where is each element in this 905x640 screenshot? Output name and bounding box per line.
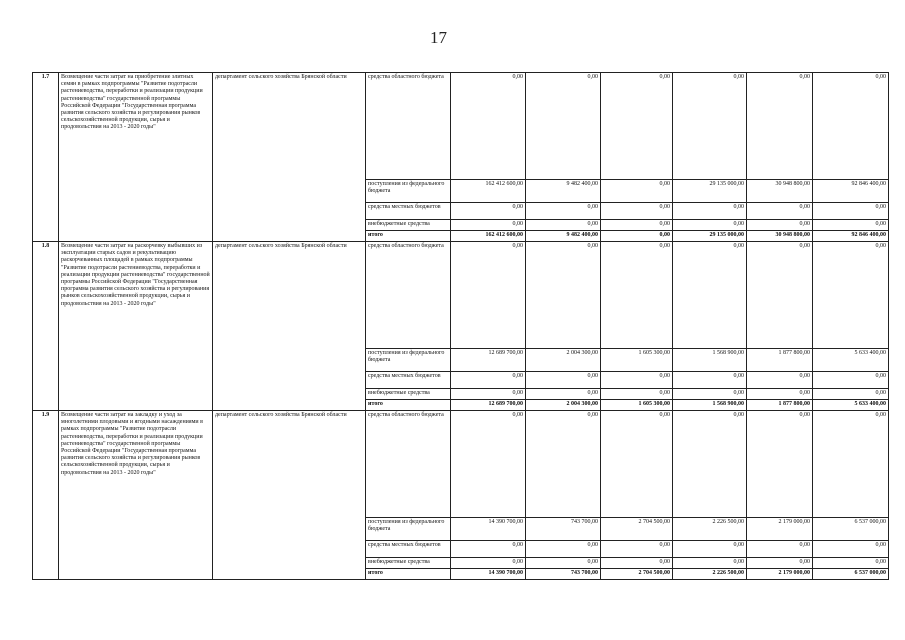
- amount-cell: 1 568 900,00: [673, 349, 747, 372]
- amount-cell: 0,00: [747, 220, 813, 231]
- amount-cell: 0,00: [747, 203, 813, 220]
- amount-cell: 14 390 700,00: [451, 569, 526, 580]
- funding-source: средства местных бюджетов: [366, 203, 451, 220]
- amount-cell: 2 004 300,00: [526, 349, 601, 372]
- funding-source: поступления из федерального бюджета: [366, 349, 451, 372]
- amount-cell: 9 482 400,00: [526, 180, 601, 203]
- amount-cell: 30 948 800,00: [747, 231, 813, 242]
- amount-cell: 5 633 400,00: [813, 349, 889, 372]
- amount-cell: 0,00: [747, 411, 813, 518]
- page-number: 17: [430, 28, 447, 47]
- amount-cell: 2 226 500,00: [673, 518, 747, 541]
- amount-cell: 0,00: [673, 389, 747, 400]
- amount-cell: 0,00: [601, 541, 673, 558]
- amount-cell: 0,00: [813, 389, 889, 400]
- table-row: [33, 411, 889, 518]
- amount-cell: 0,00: [813, 203, 889, 220]
- amount-cell: 2 704 500,00: [601, 518, 673, 541]
- amount-cell: 0,00: [451, 242, 526, 349]
- amount-cell: 0,00: [601, 203, 673, 220]
- amount-cell: 0,00: [601, 231, 673, 242]
- amount-cell: 0,00: [526, 203, 601, 220]
- funding-source: поступления из федерального бюджета: [366, 180, 451, 203]
- amount-cell: 0,00: [451, 558, 526, 569]
- budget-table: [32, 72, 889, 580]
- measure-number: 1.9: [33, 411, 59, 580]
- amount-cell: 0,00: [813, 73, 889, 180]
- funding-source: средства областного бюджета: [366, 242, 451, 349]
- amount-cell: 2 179 000,00: [747, 569, 813, 580]
- amount-cell: 0,00: [813, 220, 889, 231]
- amount-cell: 0,00: [526, 242, 601, 349]
- amount-cell: 0,00: [813, 541, 889, 558]
- amount-cell: 29 135 000,00: [673, 231, 747, 242]
- funding-source: средства местных бюджетов: [366, 372, 451, 389]
- amount-cell: 2 704 500,00: [601, 569, 673, 580]
- amount-cell: 2 226 500,00: [673, 569, 747, 580]
- amount-cell: 5 633 400,00: [813, 400, 889, 411]
- amount-cell: 0,00: [451, 73, 526, 180]
- amount-cell: 14 390 700,00: [451, 518, 526, 541]
- amount-cell: 0,00: [747, 558, 813, 569]
- table-row: [33, 73, 889, 180]
- amount-cell: 0,00: [451, 372, 526, 389]
- amount-cell: 0,00: [747, 541, 813, 558]
- amount-cell: 0,00: [601, 220, 673, 231]
- amount-cell: 0,00: [451, 411, 526, 518]
- amount-cell: 1 877 800,00: [747, 400, 813, 411]
- amount-cell: 0,00: [673, 411, 747, 518]
- amount-cell: 6 537 000,00: [813, 569, 889, 580]
- amount-cell: 0,00: [813, 242, 889, 349]
- amount-cell: 0,00: [747, 73, 813, 180]
- amount-cell: 0,00: [673, 203, 747, 220]
- amount-cell: 0,00: [526, 558, 601, 569]
- amount-cell: 0,00: [526, 220, 601, 231]
- amount-cell: 0,00: [451, 220, 526, 231]
- amount-cell: 9 482 400,00: [526, 231, 601, 242]
- amount-cell: 0,00: [601, 180, 673, 203]
- amount-cell: 0,00: [673, 220, 747, 231]
- amount-cell: 0,00: [747, 242, 813, 349]
- amount-cell: 1 605 300,00: [601, 400, 673, 411]
- amount-cell: 743 700,00: [526, 569, 601, 580]
- amount-cell: 2 179 000,00: [747, 518, 813, 541]
- measure-title: Возмещение части затрат на закладку и уход за многолетними плодовыми и ягодными насаждениями в рамках подпрограммы "Развитие подотрасли растениеводства, переработки и реализации продукции растениеводства" государственной программы Российской Федерации "Государственная программа развития сельского хозяйства и регулирования рынков сельскохозяйственной продукции, сырья и продовольствия на 2013 - 2020 годы": [59, 411, 213, 580]
- amount-cell: 743 700,00: [526, 518, 601, 541]
- amount-cell: 29 135 000,00: [673, 180, 747, 203]
- amount-cell: 0,00: [601, 372, 673, 389]
- funding-source: итого: [366, 400, 451, 411]
- amount-cell: 0,00: [747, 389, 813, 400]
- amount-cell: 0,00: [673, 541, 747, 558]
- funding-source: поступления из федерального бюджета: [366, 518, 451, 541]
- amount-cell: 30 948 800,00: [747, 180, 813, 203]
- amount-cell: 0,00: [601, 558, 673, 569]
- amount-cell: 0,00: [526, 389, 601, 400]
- measure-executor: департамент сельского хозяйства Брянской области: [213, 242, 366, 411]
- measure-executor: департамент сельского хозяйства Брянской области: [213, 73, 366, 242]
- amount-cell: 0,00: [526, 372, 601, 389]
- amount-cell: 1 605 300,00: [601, 349, 673, 372]
- amount-cell: 0,00: [451, 389, 526, 400]
- amount-cell: 162 412 600,00: [451, 231, 526, 242]
- amount-cell: 92 846 400,00: [813, 231, 889, 242]
- measure-number: 1.8: [33, 242, 59, 411]
- amount-cell: 0,00: [813, 558, 889, 569]
- amount-cell: 6 537 000,00: [813, 518, 889, 541]
- measure-title: Возмещение части затрат на раскорчевку выбывших из эксплуатации старых садов и рекультивацию раскорчеванных площадей в рамках подпрограммы "Развитие подотрасли растениеводства, переработки и реализации продукции растениеводства" государственной программы Российской Федерации "Государственная программа развития сельского хозяйства и регулирования рынков сельскохозяйственной продукции, сырья и продовольствия на 2013 - 2020 годы": [59, 242, 213, 411]
- amount-cell: 0,00: [813, 411, 889, 518]
- table-row: [33, 242, 889, 349]
- amount-cell: 92 846 400,00: [813, 180, 889, 203]
- amount-cell: 0,00: [747, 372, 813, 389]
- amount-cell: 0,00: [601, 242, 673, 349]
- amount-cell: 0,00: [673, 372, 747, 389]
- amount-cell: 12 689 700,00: [451, 349, 526, 372]
- amount-cell: 0,00: [451, 203, 526, 220]
- amount-cell: 1 877 800,00: [747, 349, 813, 372]
- funding-source: внебюджетные средства: [366, 220, 451, 231]
- funding-source: внебюджетные средства: [366, 558, 451, 569]
- amount-cell: 1 568 900,00: [673, 400, 747, 411]
- amount-cell: 0,00: [601, 411, 673, 518]
- amount-cell: 0,00: [673, 242, 747, 349]
- amount-cell: 0,00: [673, 558, 747, 569]
- measure-executor: департамент сельского хозяйства Брянской области: [213, 411, 366, 580]
- funding-source: внебюджетные средства: [366, 389, 451, 400]
- measure-number: 1.7: [33, 73, 59, 242]
- amount-cell: 0,00: [673, 73, 747, 180]
- amount-cell: 0,00: [526, 411, 601, 518]
- measure-title: Возмещение части затрат на приобретение элитных семян в рамках подпрограммы "Развитие подотрасли растениеводства, переработки и реализации продукции растениеводства" государственной программы Российской Федерации "Государственная программа развития сельского хозяйства и регулирования рынков сельскохозяйственной продукции, сырья и продовольствия на 2013 - 2020 годы": [59, 73, 213, 242]
- amount-cell: 12 689 700,00: [451, 400, 526, 411]
- amount-cell: 0,00: [601, 73, 673, 180]
- funding-source: средства местных бюджетов: [366, 541, 451, 558]
- funding-source: итого: [366, 231, 451, 242]
- amount-cell: 0,00: [526, 73, 601, 180]
- amount-cell: 0,00: [451, 541, 526, 558]
- amount-cell: 0,00: [526, 541, 601, 558]
- amount-cell: 2 004 300,00: [526, 400, 601, 411]
- amount-cell: 0,00: [601, 389, 673, 400]
- funding-source: итого: [366, 569, 451, 580]
- funding-source: средства областного бюджета: [366, 73, 451, 180]
- amount-cell: 0,00: [813, 372, 889, 389]
- funding-source: средства областного бюджета: [366, 411, 451, 518]
- amount-cell: 162 412 600,00: [451, 180, 526, 203]
